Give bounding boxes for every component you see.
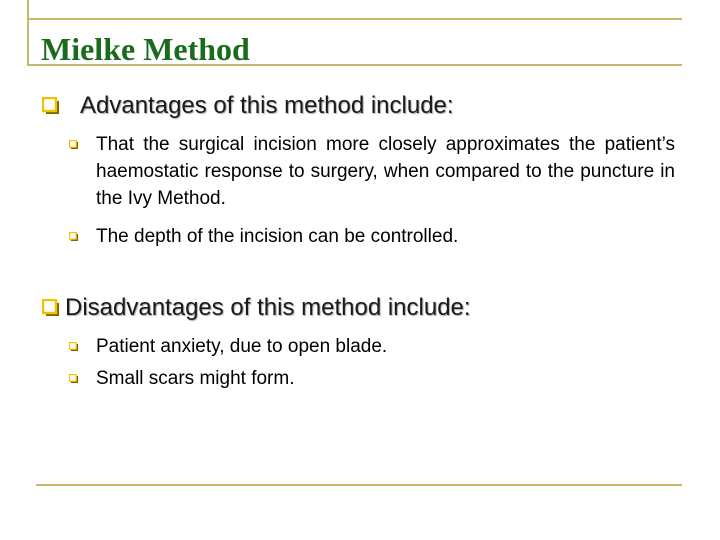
advantages-item	[69, 223, 675, 250]
disadvantages-item	[69, 365, 675, 392]
square-bullet-icon	[42, 299, 60, 317]
advantages-item	[69, 131, 675, 212]
left-accent-rule	[27, 0, 29, 66]
disadvantages-item-text: Patient anxiety, due to open blade.	[96, 336, 388, 357]
disadvantages-item-text: Small scars might form.	[96, 368, 295, 389]
square-bullet-icon	[69, 140, 78, 149]
top-accent-rule	[27, 18, 682, 20]
disadvantages-heading-row	[42, 293, 471, 323]
bottom-accent-rule	[36, 484, 682, 486]
square-bullet-icon	[69, 374, 78, 383]
square-bullet-icon	[42, 97, 60, 115]
disadvantages-heading: Disadvantages of this method include:	[65, 294, 471, 321]
disadvantages-item	[69, 333, 675, 360]
advantages-item-text: The depth of the incision can be controlled.	[96, 226, 459, 247]
advantages-item-text: That the surgical incision more closely approximates the patient’s haemostatic response to surgery, when compared to the puncture in the Ivy Method.	[96, 134, 675, 209]
advantages-heading-row	[42, 91, 454, 121]
square-bullet-icon	[69, 232, 78, 241]
advantages-heading: Advantages of this method include:	[80, 92, 454, 119]
square-bullet-icon	[69, 342, 78, 351]
slide-title: Mielke Method	[41, 31, 250, 67]
